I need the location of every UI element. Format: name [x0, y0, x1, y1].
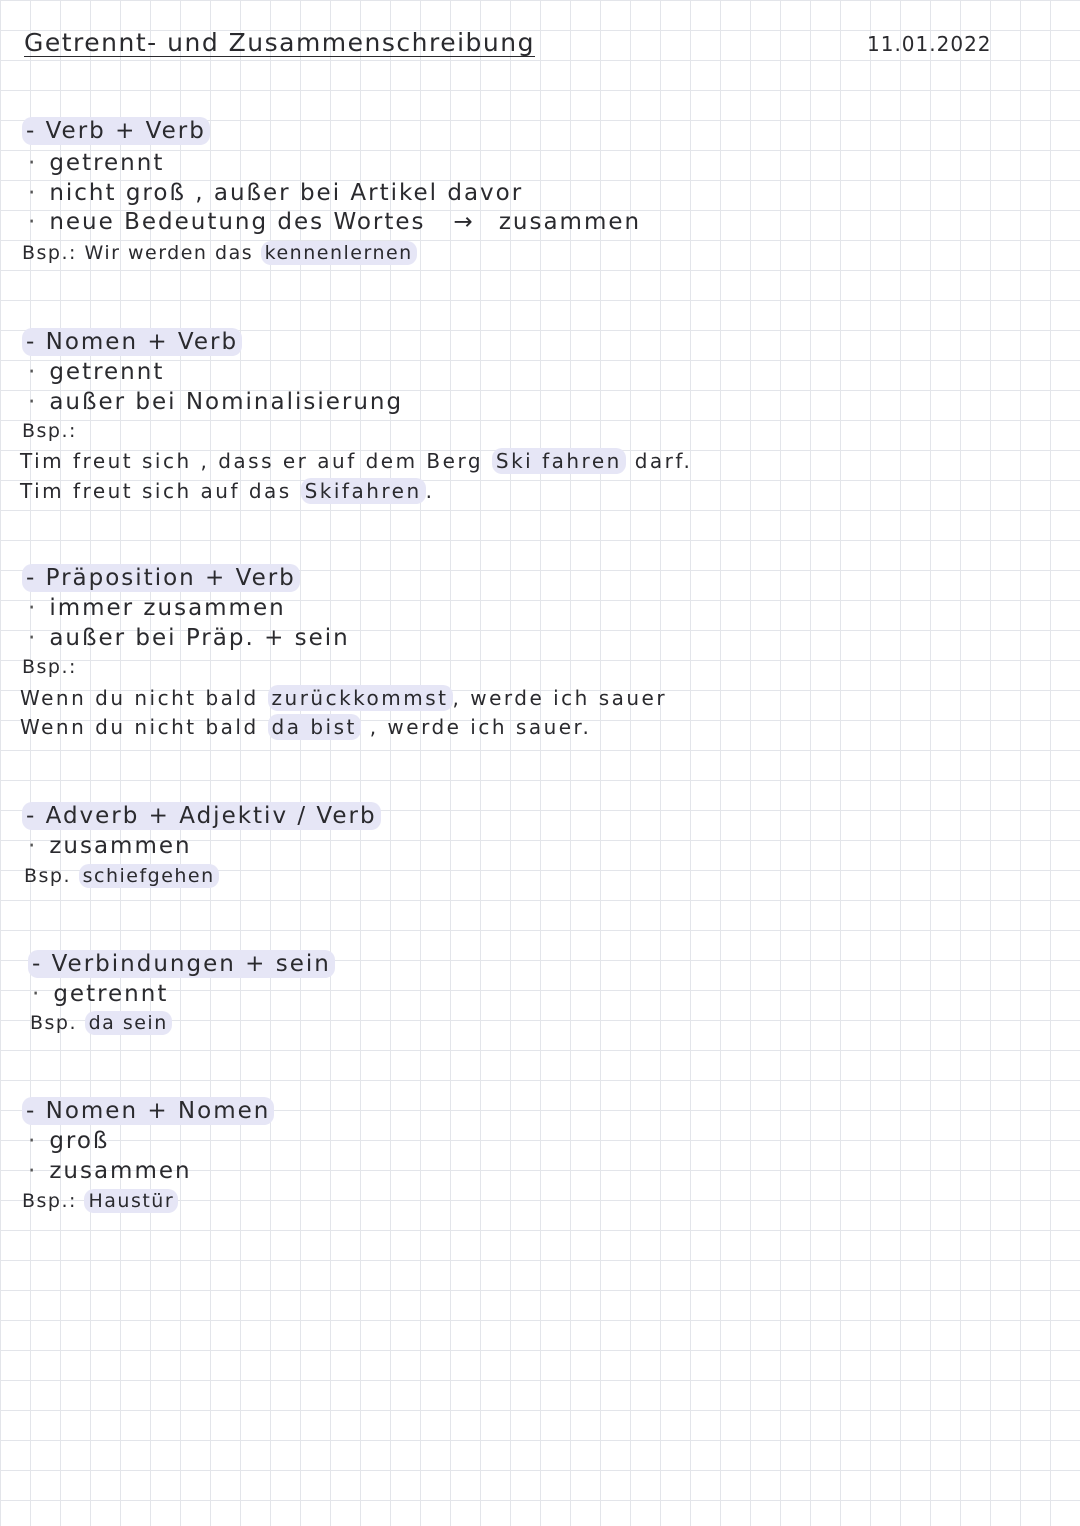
sentence-start: Tim freut sich auf das [20, 479, 292, 503]
bullet-text: immer zusammen [49, 595, 286, 621]
example-highlight: Haustür [84, 1189, 178, 1213]
bullet-item [28, 1160, 192, 1183]
example-sentence [20, 717, 591, 737]
bullet-text: groß [49, 1128, 110, 1154]
sentence-start: Tim freut sich , dass er auf dem Berg [20, 449, 484, 473]
bullet-dot: · [28, 625, 38, 651]
heading-text: - Nomen + Verb [22, 328, 242, 356]
bullet-dot: · [32, 981, 42, 1007]
heading-text: - Verbindungen + sein [28, 950, 335, 978]
section-heading-verb-verb [22, 120, 210, 143]
example-prefix: Bsp. [24, 865, 72, 887]
bullet-text: außer bei Präp. + sein [49, 625, 350, 651]
example-label: Bsp.: [22, 420, 77, 442]
heading-text: - Adverb + Adjektiv / Verb [22, 802, 381, 830]
page-title: Getrennt- und Zusammenschreibung [24, 28, 535, 57]
bullet-item [28, 152, 164, 175]
bullet-dot: · [28, 150, 38, 176]
example-sentence [20, 451, 692, 471]
bullet-text: getrennt [49, 359, 165, 385]
date-label: 11.01.2022 [867, 32, 992, 56]
sentence-highlight: Skifahren [301, 478, 426, 504]
arrow-icon: → [453, 209, 475, 235]
bullet-text: getrennt [49, 150, 165, 176]
bullet-item [28, 627, 350, 650]
bullet-dot: · [28, 359, 38, 385]
heading-text: - Verb + Verb [22, 117, 210, 145]
sentence-end: darf. [634, 449, 693, 473]
sentence-start: Wenn du nicht bald [20, 715, 259, 739]
bullet-item [28, 182, 523, 205]
example-sentence [20, 688, 667, 708]
bullet-text: neue Bedeutung des Wortes [49, 209, 426, 235]
example-sentence [20, 481, 435, 501]
sentence-highlight: Ski fahren [492, 448, 626, 474]
section-heading-verbindungen-sein [28, 953, 335, 976]
example-label: Bsp.: [22, 656, 77, 678]
bullet-text: nicht groß , außer bei Artikel davor [49, 180, 524, 206]
bullet-dot: · [28, 389, 38, 415]
bullet-item [28, 835, 192, 858]
example-line [22, 1192, 178, 1211]
bullet-item [28, 1130, 109, 1153]
bullet-text: getrennt [53, 981, 169, 1007]
bullet-dot: · [28, 595, 38, 621]
bullet-item [28, 597, 286, 620]
section-heading-adverb-adjektiv [22, 805, 381, 828]
bullet-text: außer bei Nominalisierung [49, 389, 404, 415]
bullet-dot: · [28, 209, 38, 235]
section-heading-praeposition-verb [22, 567, 300, 590]
section-heading-nomen-nomen [22, 1100, 274, 1123]
example-line [24, 867, 219, 886]
bullet-arrow-target: zusammen [498, 209, 642, 235]
example-highlight: da sein [85, 1011, 172, 1035]
bullet-item [28, 211, 641, 234]
heading-text: - Präposition + Verb [22, 564, 300, 592]
sentence-highlight: zurückkommst [268, 685, 453, 711]
bullet-dot: · [28, 180, 38, 206]
sentence-end: , werde ich sauer. [369, 715, 592, 739]
example-line [22, 244, 417, 263]
bullet-item [32, 983, 168, 1006]
example-highlight: schiefgehen [79, 864, 219, 888]
sentence-start: Wenn du nicht bald [20, 686, 259, 710]
example-line [30, 1014, 172, 1033]
bullet-dot: · [28, 1158, 38, 1184]
bullet-dot: · [28, 1128, 38, 1154]
bullet-dot: · [28, 833, 38, 859]
bullet-item [28, 361, 164, 384]
sentence-highlight: da bist [268, 714, 361, 740]
sentence-end: . [425, 479, 435, 503]
bullet-item [28, 391, 403, 414]
example-prefix: Bsp.: [22, 1190, 77, 1212]
example-prefix: Bsp. [30, 1012, 78, 1034]
bullet-text: zusammen [49, 1158, 192, 1184]
section-heading-nomen-verb [22, 331, 242, 354]
example-highlight: kennenlernen [261, 241, 417, 265]
heading-text: - Nomen + Nomen [22, 1097, 274, 1125]
example-prefix: Bsp.: Wir werden das [22, 242, 254, 264]
bullet-text: zusammen [49, 833, 192, 859]
sentence-end: , werde ich sauer [452, 686, 668, 710]
